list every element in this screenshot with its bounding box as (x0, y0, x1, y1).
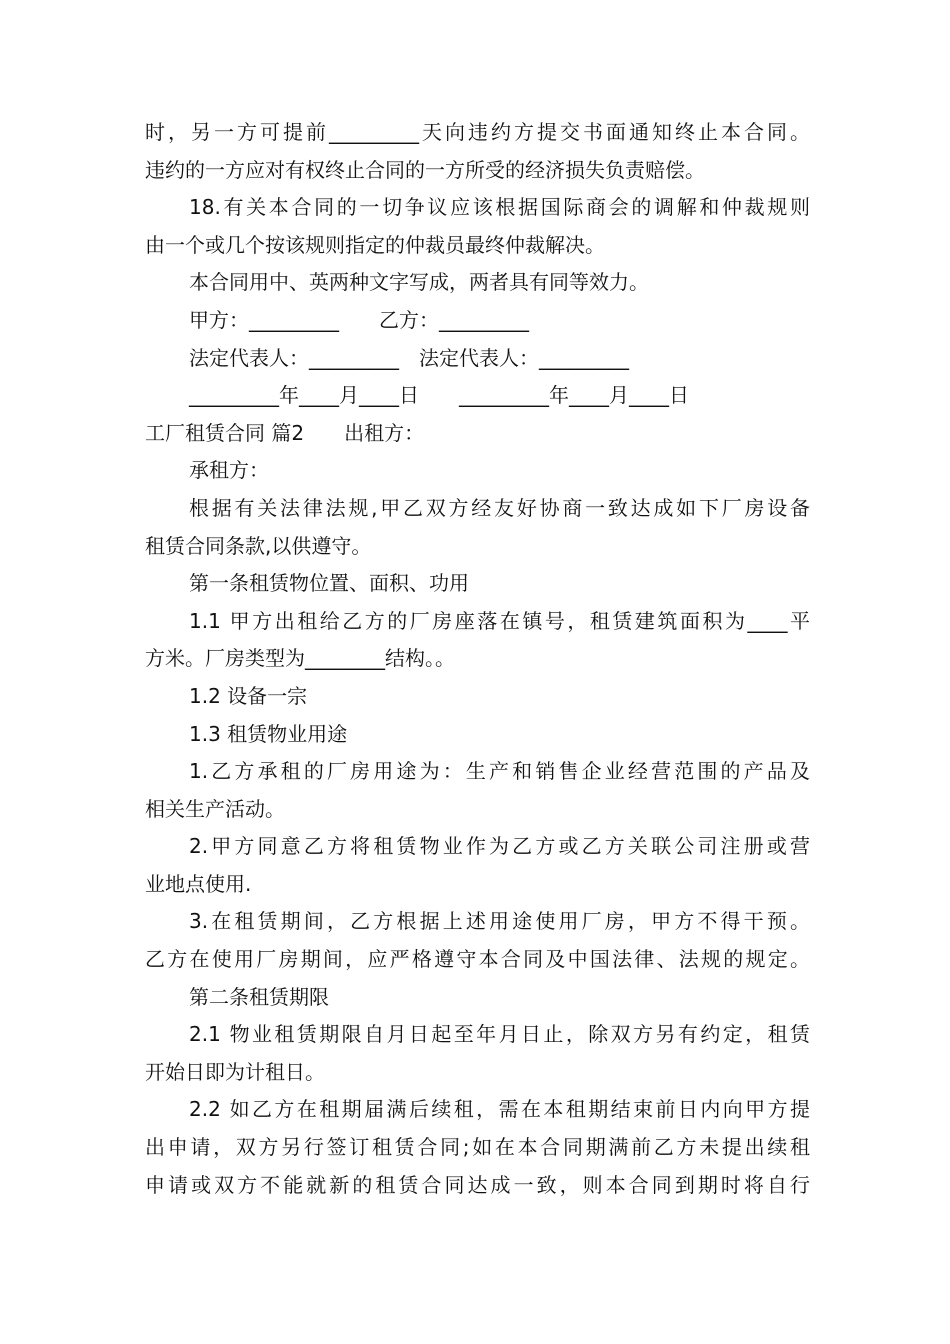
usage-item-2-line: 2.甲方同意乙方将租赁物业作为乙方或乙方关联公司注册或营 (189, 834, 810, 859)
signature-parties: 甲方：_________ 乙方：_________ (189, 307, 529, 332)
language-clause: 本合同用中、英两种文字写成，两者具有同等效力。 (189, 270, 649, 295)
contract-title: 工厂租赁合同 篇2 出租方： (145, 420, 425, 445)
document-body (145, 114, 810, 1204)
text-line: 申请或双方不能就新的租赁合同达成一致，则本合同到期时将自行 (145, 1172, 810, 1197)
text-line: 出申请，双方另行签订租赁合同;如在本合同期满前乙方未提出续租 (145, 1135, 810, 1160)
clause-1-1-line: 1.1 甲方出租给乙方的厂房座落在镇号，租赁建筑面积为____平 (189, 608, 810, 633)
article-1-heading: 第一条租赁物位置、面积、功用 (189, 571, 469, 596)
article-2-heading: 第二条租赁期限 (189, 984, 329, 1009)
text-line: 违约的一方应对有权终止合同的一方所受的经济损失负责赔偿。 (145, 157, 705, 182)
clause-2-1-line: 2.1 物业租赁期限自月日起至年月日止，除双方另有约定，租赁 (189, 1022, 810, 1047)
lessee-label: 承租方： (189, 458, 269, 483)
text-line: 业地点使用. (145, 871, 252, 896)
text-line: 时，另一方可提前_________天向违约方提交书面通知终止本合同。 (145, 120, 810, 144)
usage-item-1-line: 1.乙方承租的厂房用途为：生产和销售企业经营范围的产品及 (189, 759, 810, 784)
text-line: 租赁合同条款,以供遵守。 (145, 533, 372, 558)
clause-1-3: 1.3 租赁物业用途 (189, 721, 348, 746)
signature-dates: _________年____月____日 _________年____月____日 (189, 383, 689, 408)
clause-1-2: 1.2 设备一宗 (189, 683, 308, 708)
text-line: 相关生产活动。 (145, 796, 285, 821)
text-line: 方米。厂房类型为________结构。。 (145, 646, 455, 671)
clause-18-line: 18.有关本合同的一切争议应该根据国际商会的调解和仲裁规则 (189, 195, 810, 220)
text-line: 由一个或几个按该规则指定的仲裁员最终仲裁解决。 (145, 232, 605, 257)
text-line: 乙方在使用厂房期间，应严格遵守本合同及中国法律、法规的规定。 (145, 947, 810, 972)
clause-2-2-line: 2.2 如乙方在租期届满后续租，需在本租期结束前日内向甲方提 (189, 1097, 810, 1122)
text-line: 开始日即为计租日。 (145, 1059, 325, 1084)
usage-item-3-line: 3.在租赁期间，乙方根据上述用途使用厂房，甲方不得干预。 (189, 909, 810, 934)
signature-representatives: 法定代表人：_________ 法定代表人：_________ (189, 345, 629, 370)
preamble-line: 根据有关法律法规,甲乙双方经友好协商一致达成如下厂房设备 (189, 495, 810, 520)
